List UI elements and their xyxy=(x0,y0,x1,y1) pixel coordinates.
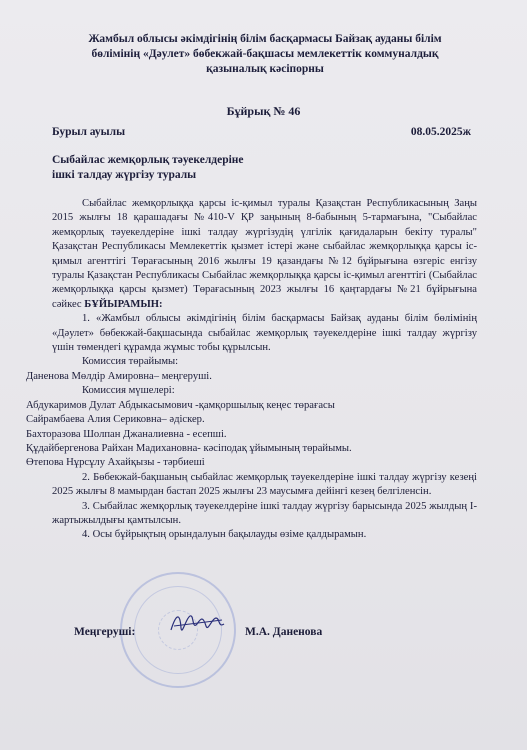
member-2: Сайрамбаева Алия Сериковна– әдіскер. xyxy=(26,414,205,426)
handwritten-signature-icon xyxy=(168,606,228,645)
member-1: Абдукаримов Дулат Абдыкасымович -қамқоршылық кеңес төрағасы xyxy=(26,399,335,411)
decree-word: БҰЙЫРАМЫН: xyxy=(84,298,163,310)
header-line-2: бөлімінің «Дәулет» бөбекжай-бақшасы мемлекеттік коммуналдық xyxy=(91,48,439,60)
order-body xyxy=(26,197,477,543)
chair-label: Комиссия төрайымы: xyxy=(82,356,179,368)
member-5: Өтепова Нұрсұлу Ахайқызы - тәрбиеші xyxy=(26,457,205,469)
signatory-name: М.А. Даненова xyxy=(245,626,323,638)
header-line-3: қазыналық кәсіпорны xyxy=(206,63,324,75)
preamble-text: Сыбайлас жемқорлыққа қарсы іс-қимыл туралы Қазақстан Республикасының Заңы 2015 жылғы 18 қарашадағы №410-V ҚР заңының 8-бабының 5-тармағына, "Сыбайлас жемқорлық тәуекелдеріне ішкі талдау жүргізудің үлгілік қағидаларын бекіту туралы" Қазақстан Республикасы Мемлекеттік қызмет істері және сыбайлас жемқорлыққа қарсы іс-қимыл агенттігі Төрағасының 2016 жылғы 19 қазандағы №12 бұйрығына өзгеріс енгізу туралы Қазақстан Республикасы Сыбайлас жемқорлыққа қарсы іс-қимыл агенттігі (Сыбайлас жемқорлыққа қарсы қызмет) Төрағасының 2023 жылғы 16 қаңтардағы №21 бұйрығына сәйкес xyxy=(52,198,477,310)
preamble-paragraph xyxy=(52,197,477,312)
chair-name: Даненова Мөлдір Амировна– меңгеруші. xyxy=(26,370,212,382)
member-3: Бахторазова Шолпан Джаналиевна - есепші. xyxy=(26,428,227,440)
member-4: Құдайбергенова Райхан Мадихановна- кәсіподақ ұйымының төрайымы. xyxy=(26,442,352,454)
members-label: Комиссия мүшелері: xyxy=(82,385,175,397)
item-3: 3. Сыбайлас жемқорлық тәуекелдеріне ішкі талдау жүргізу барысында 2025 жылдың I-жартыжылдығы қамтылсын. xyxy=(52,500,477,526)
organization-header xyxy=(40,32,490,77)
order-place: Бурыл ауылы xyxy=(52,126,126,138)
item-4: 4. Осы бұйрықтың орындалуын бақылауды өзіме қалдырамын. xyxy=(82,529,367,541)
subject-line-2: ішкі талдау жүргізу туралы xyxy=(52,169,197,181)
subject-line-1: Сыбайлас жемқорлық тәуекелдеріне xyxy=(52,154,244,166)
signature-label: Меңгеруші: xyxy=(74,626,136,638)
item-2: 2. Бөбекжай-бақшаның сыбайлас жемқорлық тәуекелдеріне ішкі талдау жүргізу кезеңі 2025 жылғы 8 мамырдан бастап 2025 жылғы 23 маусымға дейінгі кезең белгіленсін. xyxy=(52,471,477,498)
header-line-1: Жамбыл облысы әкімдігінің білім басқармасы Байзақ ауданы білім xyxy=(88,33,442,45)
order-title: Бұйрық № 46 xyxy=(226,104,301,118)
order-date: 08.05.2025ж xyxy=(410,126,471,138)
order-subject xyxy=(52,153,244,183)
item-1: 1. «Жамбыл облысы әкімдігінің білім басқармасы Байзақ ауданы білім бөлімінің «Дәулет» бөбекжай-бақшасында сыбайлас жемқорлық тәуекелдеріне ішкі талдау жүргізу үшін төмендегі құрамда жұмыс тобы құрылсын. xyxy=(52,313,477,354)
